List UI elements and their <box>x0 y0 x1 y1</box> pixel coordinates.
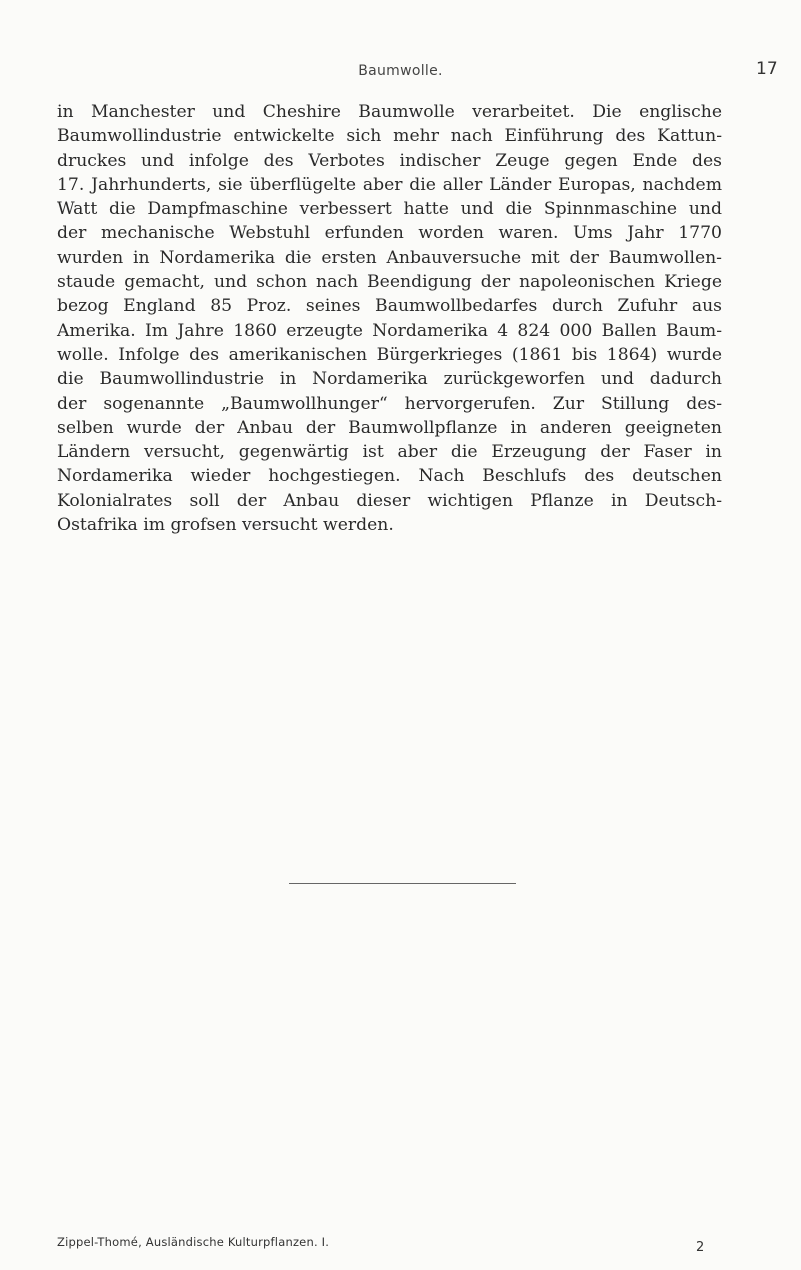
text-line: selben wurde der Anbau der Baumwollpflanze in anderen geeigneten <box>57 417 722 438</box>
text-line: die Baumwollindustrie in Nordamerika zurückgeworfen und dadurch <box>57 369 722 390</box>
text-line: 17. Jahrhunderts, sie überflügelte aber die aller Länder Europas, nachdem <box>57 174 722 195</box>
text-line: Ländern versucht, gegenwärtig ist aber die Erzeugung der Faser in <box>57 442 722 463</box>
running-title: Baumwolle. <box>358 63 443 79</box>
page-number: 17 <box>756 59 778 79</box>
text-line: der mechanische Webstuhl erfunden worden waren. Ums Jahr 1770 <box>57 223 722 244</box>
text-line: Nordamerika wieder hochgestiegen. Nach Beschlufs des deutschen <box>57 466 722 487</box>
text-line: Baumwollindustrie entwickelte sich mehr nach Einführung des Kattun- <box>57 126 722 147</box>
text-line: Ostafrika im grofsen versucht werden. <box>57 515 394 536</box>
text-line: druckes und infolge des Verbotes indischer Zeuge gegen Ende des <box>57 150 722 171</box>
text-line: Kolonialrates soll der Anbau dieser wichtigen Pflanze in Deutsch- <box>57 490 722 511</box>
text-line: Amerika. Im Jahre 1860 erzeugte Nordamerika 4 824 000 Ballen Baum- <box>57 320 722 341</box>
text-line: Watt die Dampfmaschine verbessert hatte und die Spinnmaschine und <box>57 199 722 220</box>
text-line: bezog England 85 Proz. seines Baumwollbedarfes durch Zufuhr aus <box>57 296 722 317</box>
body-paragraph <box>57 100 722 537</box>
footer-imprint: Zippel-Thomé, Ausländische Kulturpflanzen. I. <box>57 1235 330 1249</box>
text-line: der sogenannte „Baumwollhunger“ hervorgerufen. Zur Stillung des- <box>57 393 722 414</box>
section-divider <box>289 883 516 884</box>
text-line: in Manchester und Cheshire Baumwolle verarbeitet. Die englische <box>57 102 722 122</box>
text-line: staude gemacht, und schon nach Beendigung der napoleonischen Kriege <box>57 272 722 293</box>
text-line: wurden in Nordamerika die ersten Anbauversuche mit der Baumwollen- <box>57 247 722 268</box>
signature-mark: 2 <box>696 1240 705 1255</box>
text-line: wolle. Infolge des amerikanischen Bürgerkrieges (1861 bis 1864) wurde <box>57 344 722 365</box>
